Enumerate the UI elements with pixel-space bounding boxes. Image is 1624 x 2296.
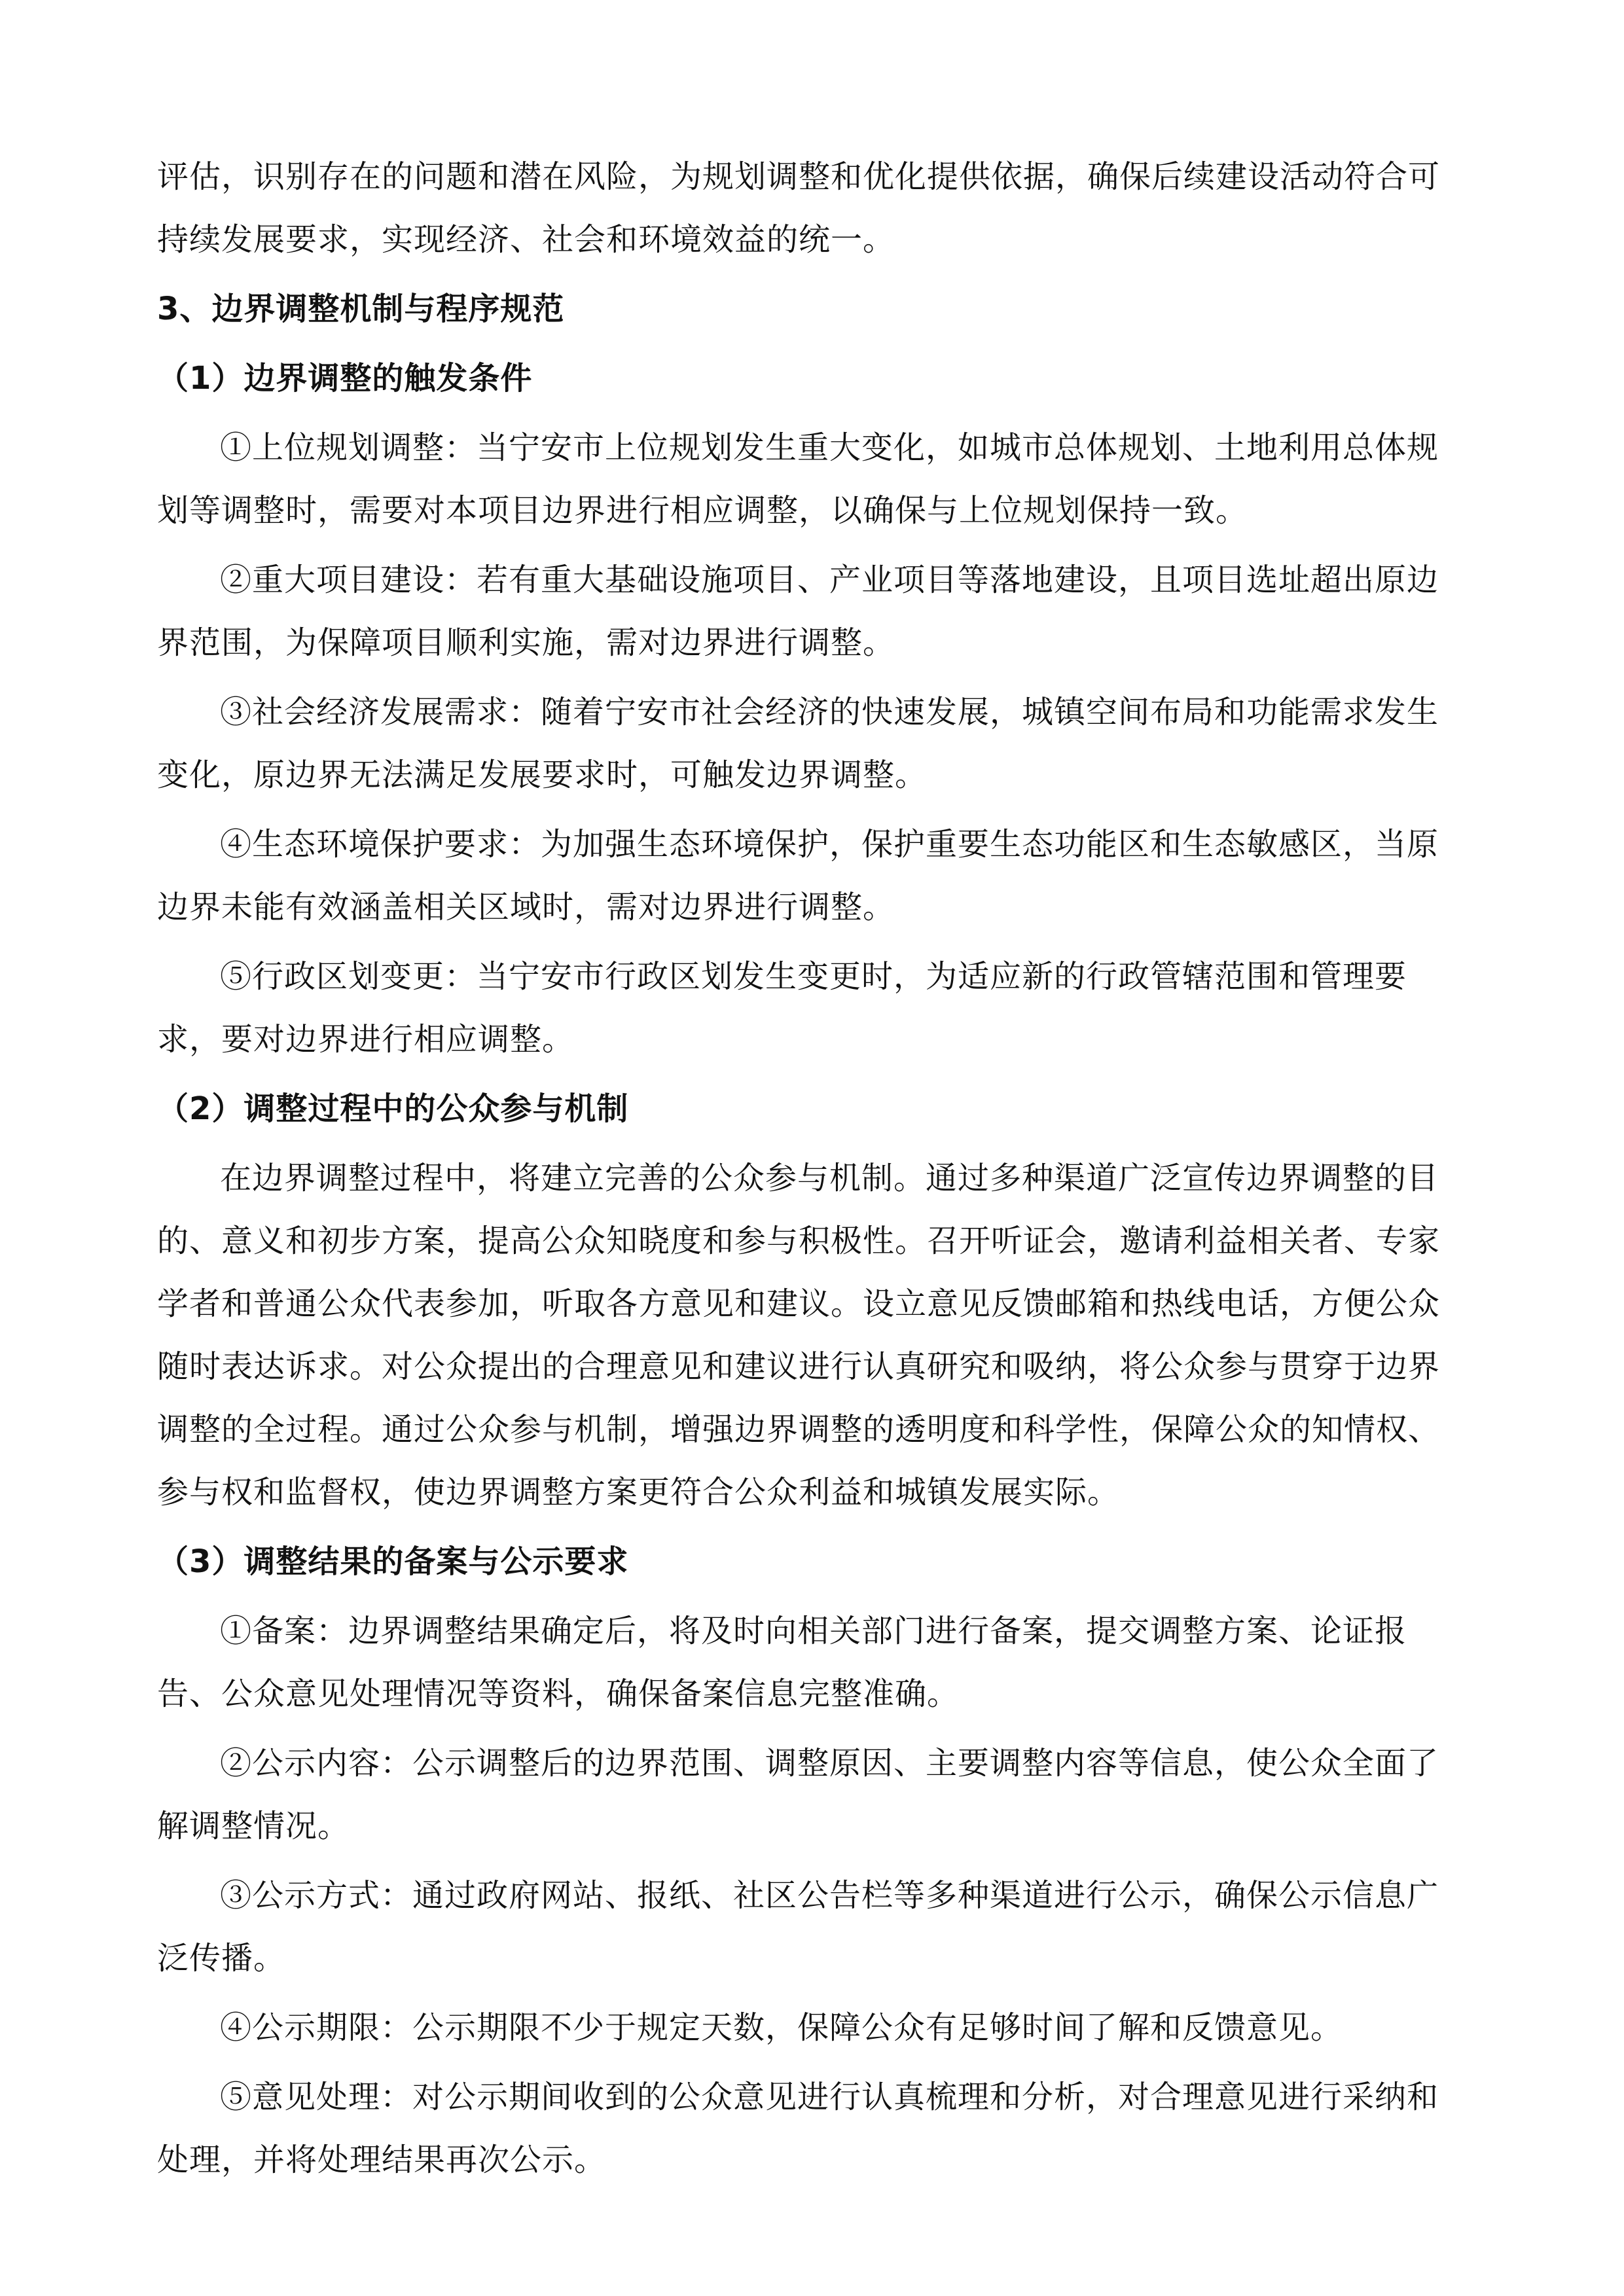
subsection-1-item — [157, 681, 1466, 806]
text-line: ②重大项目建设：若有重大基础设施项目、产业项目等落地建设，且项目选址超出原边 — [220, 562, 1439, 598]
text-line: 告、公众意见处理情况等资料，确保备案信息完整准确。 — [157, 1676, 960, 1712]
text-line: ①上位规划调整：当宁安市上位规划发生重大变化，如城市总体规划、土地利用总体规 — [220, 429, 1439, 466]
text-line: 评估，识别存在的问题和潜在风险，为规划调整和优化提供依据，确保后续建设活动符合可 — [157, 158, 1441, 195]
subsection-1-title: （1）边界调整的触发条件 — [157, 360, 533, 397]
text-line: 界范围，为保障项目顺利实施，需对边界进行调整。 — [157, 624, 895, 661]
section-title: 3、边界调整机制与程序规范 — [157, 291, 565, 327]
text-line: 在边界调整过程中，将建立完善的公众参与机制。通过多种渠道广泛宣传边界调整的目 — [220, 1160, 1439, 1196]
subsection-3-title: （3）调整结果的备案与公示要求 — [157, 1543, 629, 1580]
subsection-3-item — [157, 1600, 1466, 1725]
text-line: ⑤行政区划变更：当宁安市行政区划发生变更时，为适应新的行政管辖范围和管理要 — [220, 958, 1407, 995]
subsection-1-item — [157, 945, 1466, 1071]
text-line: ③社会经济发展需求：随着宁安市社会经济的快速发展，城镇空间布局和功能需求发生 — [220, 694, 1439, 730]
subsection-1-item — [157, 416, 1466, 542]
text-line: ④公示期限：公示期限不少于规定天数，保障公众有足够时间了解和反馈意见。 — [220, 2009, 1343, 2046]
subsection-3-item — [157, 1996, 1466, 2059]
subsection-3-item — [157, 2066, 1466, 2191]
text-line: 划等调整时，需要对本项目边界进行相应调整，以确保与上位规划保持一致。 — [157, 492, 1248, 529]
document-page — [157, 145, 1466, 2191]
subsection-1-item — [157, 548, 1466, 674]
text-line: 参与权和监督权，使边界调整方案更符合公众利益和城镇发展实际。 — [157, 1474, 1120, 1511]
subsection-3-item — [157, 1732, 1466, 1857]
text-line: 调整的全过程。通过公众参与机制，增强边界调整的透明度和科学性，保障公众的知情权、 — [157, 1411, 1441, 1448]
text-line: ②公示内容：公示调整后的边界范围、调整原因、主要调整内容等信息，使公众全面了 — [220, 1745, 1439, 1782]
text-line: 学者和普通公众代表参加，听取各方意见和建议。设立意见反馈邮箱和热线电话，方便公众 — [157, 1285, 1441, 1322]
text-line: 的、意义和初步方案，提高公众知晓度和参与积极性。召开听证会，邀请利益相关者、专家 — [157, 1223, 1441, 1259]
text-line: ①备案：边界调整结果确定后，将及时向相关部门进行备案，提交调整方案、论证报 — [220, 1613, 1407, 1649]
text-line: ⑤意见处理：对公示期间收到的公众意见进行认真梳理和分析，对合理意见进行采纳和 — [220, 2079, 1439, 2115]
text-line: 解调整情况。 — [157, 1808, 350, 1844]
text-line: ④生态环境保护要求：为加强生态环境保护，保护重要生态功能区和生态敏感区，当原 — [220, 826, 1439, 863]
text-line: 泛传播。 — [157, 1940, 286, 1977]
text-line: 变化，原边界无法满足发展要求时，可触发边界调整。 — [157, 757, 928, 793]
text-line: 求，要对边界进行相应调整。 — [157, 1021, 575, 1058]
subsection-2-paragraph — [157, 1147, 1466, 1524]
text-line: 随时表达诉求。对公众提出的合理意见和建议进行认真研究和吸纳，将公众参与贯穿于边界 — [157, 1348, 1441, 1385]
text-line: ③公示方式：通过政府网站、报纸、社区公告栏等多种渠道进行公示，确保公示信息广 — [220, 1877, 1439, 1914]
text-line: 边界未能有效涵盖相关区域时，需对边界进行调整。 — [157, 889, 895, 925]
subsection-1-item — [157, 813, 1466, 939]
subsection-3-item — [157, 1864, 1466, 1990]
text-line: 处理，并将处理结果再次公示。 — [157, 2142, 607, 2178]
subsection-2-title: （2）调整过程中的公众参与机制 — [157, 1090, 629, 1127]
text-line: 持续发展要求，实现经济、社会和环境效益的统一。 — [157, 221, 895, 258]
intro-paragraph — [157, 145, 1466, 271]
